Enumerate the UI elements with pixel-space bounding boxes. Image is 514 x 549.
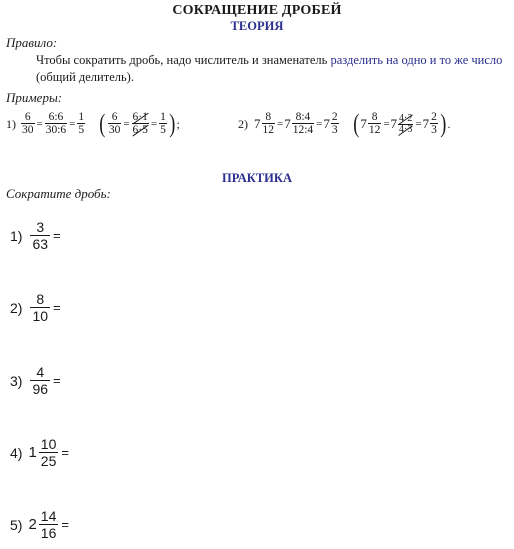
equals-sign: =: [316, 118, 323, 130]
denominator: 12: [368, 124, 381, 136]
whole-part: 2: [28, 516, 37, 533]
fraction: [108, 112, 122, 136]
examples-label: Примеры:: [6, 90, 63, 105]
equals-sign: =: [61, 445, 69, 460]
denominator: 30: [22, 124, 34, 136]
numerator: 8:4: [295, 111, 311, 123]
denominator: 63: [32, 236, 49, 252]
equals-sign: =: [53, 300, 61, 315]
task-4: [10, 436, 69, 469]
fraction: [30, 219, 50, 252]
numerator: 6: [111, 111, 118, 123]
fraction: [77, 112, 85, 136]
denominator: 12:4: [292, 124, 314, 136]
numerator: 4: [36, 364, 45, 380]
rule-text-highlight: разделить на одно и то же число: [330, 53, 503, 67]
fraction: [45, 112, 67, 136]
numerator: 6:6: [48, 111, 64, 123]
numerator: 10: [40, 436, 57, 452]
denominator: 3: [331, 124, 338, 136]
fraction: [21, 112, 35, 136]
task-number: 2): [10, 299, 23, 316]
example-1-index: 1): [6, 116, 16, 131]
task-5: [10, 508, 69, 541]
whole-part: 7: [254, 116, 261, 131]
denominator: 12: [262, 124, 274, 136]
numerator: 8: [265, 111, 272, 123]
equals-sign: =: [123, 118, 130, 130]
denominator: 96: [32, 381, 49, 397]
denominator: 25: [40, 453, 57, 469]
fraction-crossed: [132, 112, 149, 136]
section-title-practice: ПРАКТИКА: [221, 171, 292, 185]
example-1: [6, 109, 180, 138]
open-paren: (: [99, 109, 106, 138]
fraction: [39, 508, 59, 541]
denominator: 4·3: [399, 123, 413, 135]
task-2: [10, 291, 61, 324]
fraction: [39, 436, 59, 469]
whole-part: 7: [422, 116, 430, 131]
fraction-crossed: [398, 114, 413, 135]
equals-sign: =: [53, 228, 61, 243]
rule-label: Правило:: [6, 35, 58, 50]
fraction: [331, 112, 339, 136]
equals-sign: =: [69, 118, 76, 130]
numerator: 8: [36, 291, 45, 307]
open-paren: (: [352, 109, 360, 138]
fraction: [368, 112, 382, 136]
example-2-suffix: .: [447, 116, 451, 131]
fraction: [292, 112, 314, 136]
equals-sign: =: [36, 118, 43, 130]
denominator: 6·5: [132, 124, 148, 136]
denominator: 10: [32, 308, 49, 324]
fraction: [30, 364, 50, 397]
denominator: 30:6: [45, 124, 67, 136]
fraction: [159, 112, 167, 136]
whole-part: 7: [390, 116, 398, 131]
numerator: 6: [24, 111, 31, 123]
rule-text-part2: (общий делитель).: [36, 70, 134, 84]
whole-part: 1: [28, 444, 37, 461]
denominator: 3: [431, 124, 437, 136]
denominator: 30: [108, 124, 121, 136]
numerator: 14: [40, 508, 57, 524]
equals-sign: =: [150, 118, 158, 130]
section-title-theory: ТЕОРИЯ: [230, 19, 284, 33]
whole-part: 7: [284, 116, 291, 131]
numerator: 8: [371, 111, 378, 123]
fraction: [262, 112, 276, 136]
numerator: 1: [160, 111, 166, 123]
example-2: [238, 109, 451, 138]
equals-sign: =: [61, 517, 69, 532]
equals-sign: =: [383, 118, 390, 130]
example-2-index: 2): [238, 116, 248, 131]
task-3: [10, 364, 61, 397]
rule-text: [36, 52, 506, 86]
rule-text-part1: Чтобы сократить дробь, надо числитель и знаменатель: [36, 53, 331, 67]
task-number: 1): [10, 227, 23, 244]
task-1: [10, 219, 61, 252]
whole-part: 7: [323, 116, 330, 131]
practice-instruction: Сократите дробь:: [6, 186, 111, 201]
numerator: 1: [78, 111, 85, 123]
fraction: [30, 291, 50, 324]
numerator: 3: [36, 219, 45, 235]
denominator: 5: [78, 124, 85, 136]
close-paren: ): [169, 109, 176, 138]
numerator: 6·1: [132, 111, 148, 123]
equals-sign: =: [277, 118, 284, 130]
equals-sign: =: [415, 118, 422, 130]
task-number: 5): [10, 516, 23, 533]
denominator: 5: [160, 124, 166, 136]
numerator: 2: [331, 111, 338, 123]
fraction: [430, 112, 438, 136]
task-number: 3): [10, 372, 23, 389]
denominator: 16: [40, 525, 57, 541]
whole-part: 7: [360, 116, 367, 131]
page-title: СОКРАЩЕНИЕ ДРОБЕЙ: [172, 3, 342, 18]
equals-sign: =: [53, 373, 61, 388]
close-paren: ): [440, 109, 447, 138]
numerator: 2: [431, 111, 437, 123]
numerator: 4·2: [399, 112, 413, 124]
task-number: 4): [10, 444, 23, 461]
example-1-suffix: ;: [176, 116, 180, 131]
